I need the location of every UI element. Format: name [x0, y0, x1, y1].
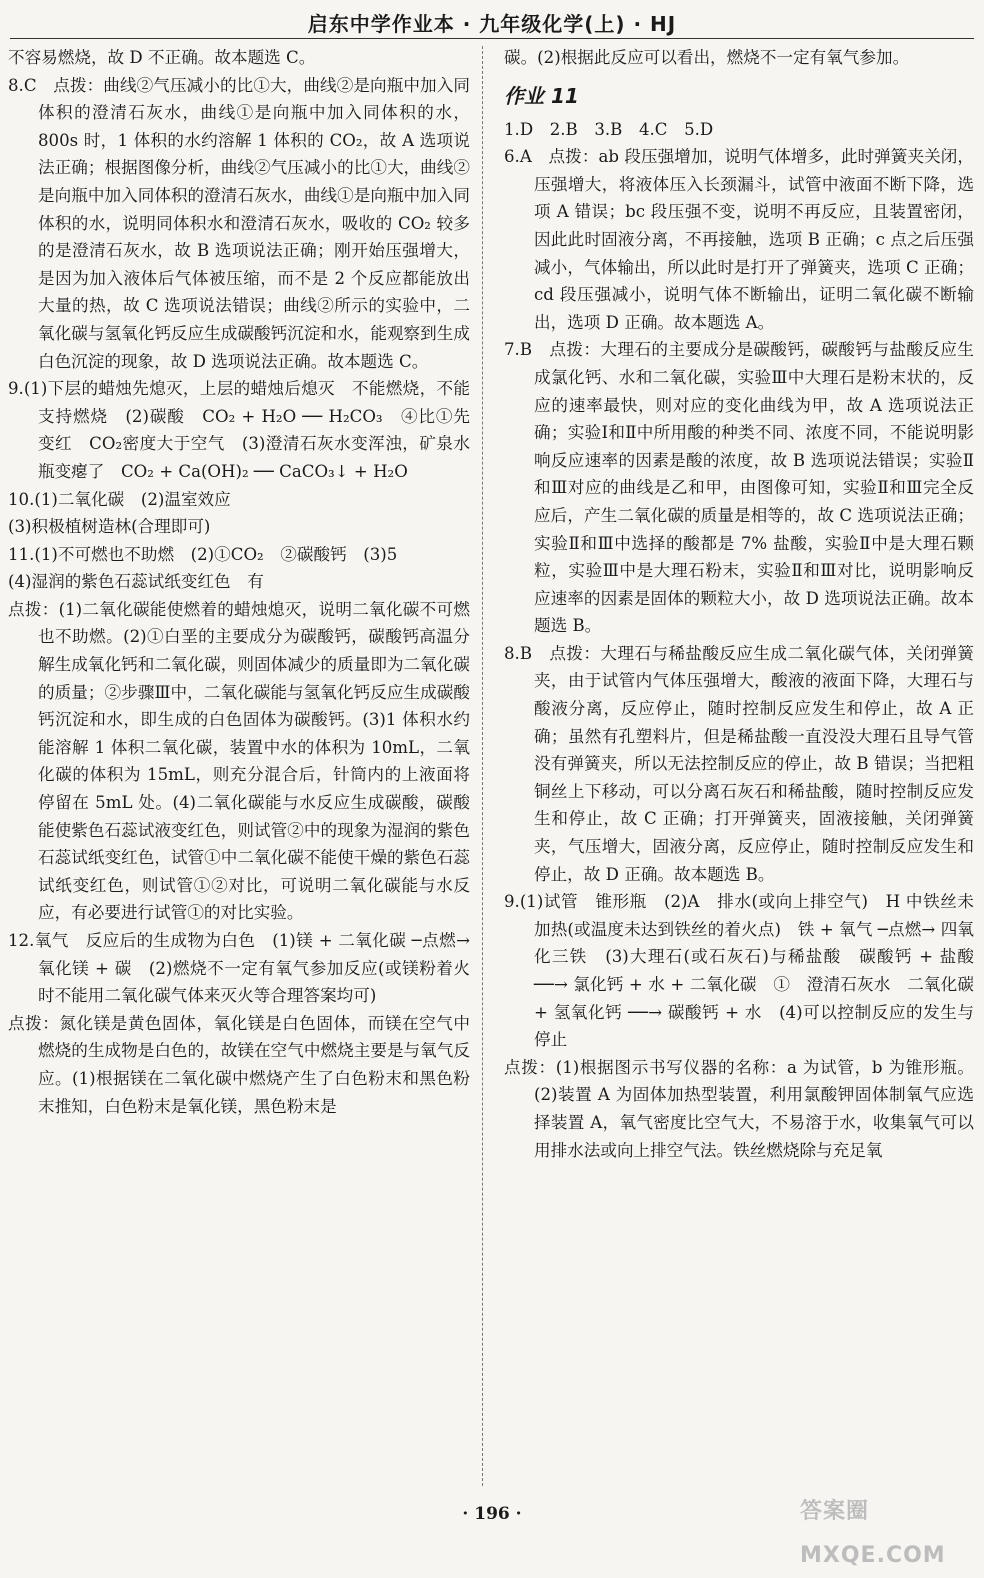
paragraph: 不容易燃烧，故 D 不正确。故本题选 C。 — [8, 48, 316, 67]
answer-9: 9.(1)试管 锥形瓶 (2)A 排水(或向上排空气) H 中铁丝未加热(或温度未达到铁丝的着火点) 铁 + 氧气 ─点燃→ 四氧化三铁 (3)大理石(或石灰石)与稀盐酸 碳酸钙 + 盐酸 ──→ 氯化钙 + 水 + 二氧化碳 ① 澄清石灰水 二氧化碳 + 氢氧化钙 ──→ 碳酸钙 + 水 (4)可以控制反应的发生与停止 — [504, 892, 974, 1050]
answer-10-part-3: (3)积极植树造林(合理即可) — [8, 517, 211, 537]
answer-12: 12.氧气 反应后的生成物为白色 (1)镁 + 二氧化碳 ─点燃→ 氧化镁 + 碳 (2)燃烧不一定有氧气参加反应(或镁粉着火时不能用二氧化碳气体来灭火等合理答案均可) — [8, 931, 470, 1006]
answer-10: 10.(1)二氧化碳 (2)温室效应 — [8, 489, 231, 509]
answer-6: 6.A 点拨：ab 段压强增加，说明气体增多，此时弹簧夹关闭，压强增大，将液体压入长颈漏斗，试管中液面不断下降，选项 A 错误；bc 段压强不变，说明不再反应，且装置密闭，因此此时固液分离，不再接触，选项 B 正确；c 点之后压强减小，气体输出，所以此时是打开了弹簧夹，选项 C 正确；cd 段压强减小，说明气体不断输出，证明二氧化碳不断输出，选项 D 正确。故本题选 A。 — [504, 147, 974, 332]
paragraph: 碳。(2)根据此反应可以看出，燃烧不一定有氧气参加。 — [504, 48, 910, 67]
header-rule — [10, 38, 974, 39]
column-divider — [482, 46, 483, 1486]
answer-12-explanation: 点拨：氮化镁是黄色固体，氧化镁是白色固体，而镁在空气中燃烧的生成物是白色的，故镁在空气中燃烧主要是与氧气反应。(1)根据镁在二氧化碳中燃烧产生了白色粉末和黑色粉末推知，白色粉末是氧化镁，黑色粉末是 — [8, 1013, 470, 1116]
page-header: 启东中学作业本 · 九年级化学(上) · HJ — [307, 12, 677, 36]
right-column — [504, 44, 974, 1164]
answer-7: 7.B 点拨：大理石的主要成分是碳酸钙，碳酸钙与盐酸反应生成氯化钙、水和二氧化碳，实验Ⅲ中大理石是粉末状的，反应的速率最快，则对应的变化曲线为甲，故 A 选项说法正确；实验Ⅰ和Ⅱ中所用酸的种类不同、浓度不同，不能说明影响反应速率的因素是酸的浓度，故 B 选项说法错误；实验Ⅱ和Ⅲ对应的曲线是乙和甲，由图像可知，实验Ⅱ和Ⅲ完全反应后，产生二氧化碳的质量是相等的，故 C 选项说法正确；实验Ⅱ和Ⅲ中选择的酸都是 7% 盐酸，实验Ⅱ中是大理石颗粒，实验Ⅲ中是大理石粉末，实验Ⅱ和Ⅲ对比，说明影响反应速率的因素是固体的颗粒大小，故 D 选项说法正确。故本题选 B。 — [504, 340, 974, 636]
answer-8: 8.B 点拨：大理石与稀盐酸反应生成二氧化碳气体，关闭弹簧夹，由于试管内气体压强增大，酸液的液面下降，大理石与酸液分离，反应停止，随时控制反应发生和停止，故 A 正确；虽然有孔塑料片，但是稀盐酸一直没没大理石且导气管没有弹簧夹，所以无法控制反应的停止，故 B 错误；当把粗铜丝上下移动，可以分离石灰石和稀盐酸，随时控制反应发生和停止，故 C 正确；打开弹簧夹，固液接触，关闭弹簧夹，气压增大，固液分离，反应停止，随时控制反应发生和停止，故 D 正确。故本题选 B。 — [504, 643, 974, 884]
left-column — [8, 44, 470, 1120]
answer-11-explanation: 点拨：(1)二氧化碳能使燃着的蜡烛熄灭，说明二氧化碳不可燃也不助燃。(2)①白垩的主要成分为碳酸钙，碳酸钙高温分解生成氧化钙和二氧化碳，则固体减少的质量即为二氧化碳的质量；②步骤Ⅲ中，二氧化碳能与氢氧化钙反应生成碳酸钙沉淀和水，即生成的白色固体为碳酸钙。(3)1 体积水约能溶解 1 体积二氧化碳，装置中水的体积为 10mL，二氧化碳的体积为 15mL，则充分混合后，针筒内的上液面将停留在 5mL 处。(4)二氧化碳能与水反应生成碳酸，碳酸能使紫色石蕊试液变红色，则试管②中的现象为湿润的紫色石蕊试纸变红色，试管①中二氧化碳不能使干燥的紫色石蕊试纸变红色，则试管①②对比，可说明二氧化碳能与水反应，有必要进行试管①的对比实验。 — [8, 599, 470, 923]
answer-11-part-4: (4)湿润的紫色石蕊试纸变红色 有 — [8, 572, 264, 592]
answer-8: 8.C 点拨：曲线②气压减小的比①大，曲线②是向瓶中加入同体积的澄清石灰水，曲线①是向瓶中加入同体积的水，800s 时，1 体积的水约溶解 1 体积的 CO₂，故 A 选项说法正确；根据图像分析，曲线②气压减小的比①大，曲线②是向瓶中加入同体积的澄清石灰水，曲线①是向瓶中加入同体积的水，说明同体积水和澄清石灰水，吸收的 CO₂ 较多的是澄清石灰水，故 B 选项说法正确；刚开始压强增大，是因为加入液体后气体被压缩，而不是 2 个反应都能放出大量的热，故 C 选项说法错误；曲线②所示的实验中，二氧化碳与氢氧化钙反应生成碳酸钙沉淀和水，能观察到生成白色沉淀的现象，故 D 选项说法正确。故本题选 C。 — [8, 75, 470, 371]
section-title: 作业 11 — [504, 83, 579, 108]
answer-11: 11.(1)不可燃也不助燃 (2)①CO₂ ②碳酸钙 (3)5 — [8, 544, 398, 564]
answer-9: 9.(1)下层的蜡烛先熄灭，上层的蜡烛后熄灭 不能燃烧，不能支持燃烧 (2)碳酸 CO₂ + H₂O ── H₂CO₃ ④比①先变红 CO₂密度大于空气 (3)澄清石灰水变浑浊，矿泉水瓶变瘪了 CO₂ + Ca(OH)₂ ── CaCO₃↓ + H₂O — [8, 379, 470, 481]
answer-9-explanation: 点拨：(1)根据图示书写仪器的名称：a 为试管，b 为锥形瓶。(2)装置 A 为固体加热型装置，利用氯酸钾固体制氧气应选择装置 A，氧气密度比空气大，不易溶于水，收集氧气可以用排水法或向上排空气法。铁丝燃烧除与充足氧 — [504, 1057, 974, 1160]
watermark: 答案圈 MXQE.COM — [800, 1499, 946, 1568]
answers-1-5: 1.D 2.B 3.B 4.C 5.D — [504, 119, 714, 139]
page-number: · 196 · — [462, 1504, 522, 1524]
